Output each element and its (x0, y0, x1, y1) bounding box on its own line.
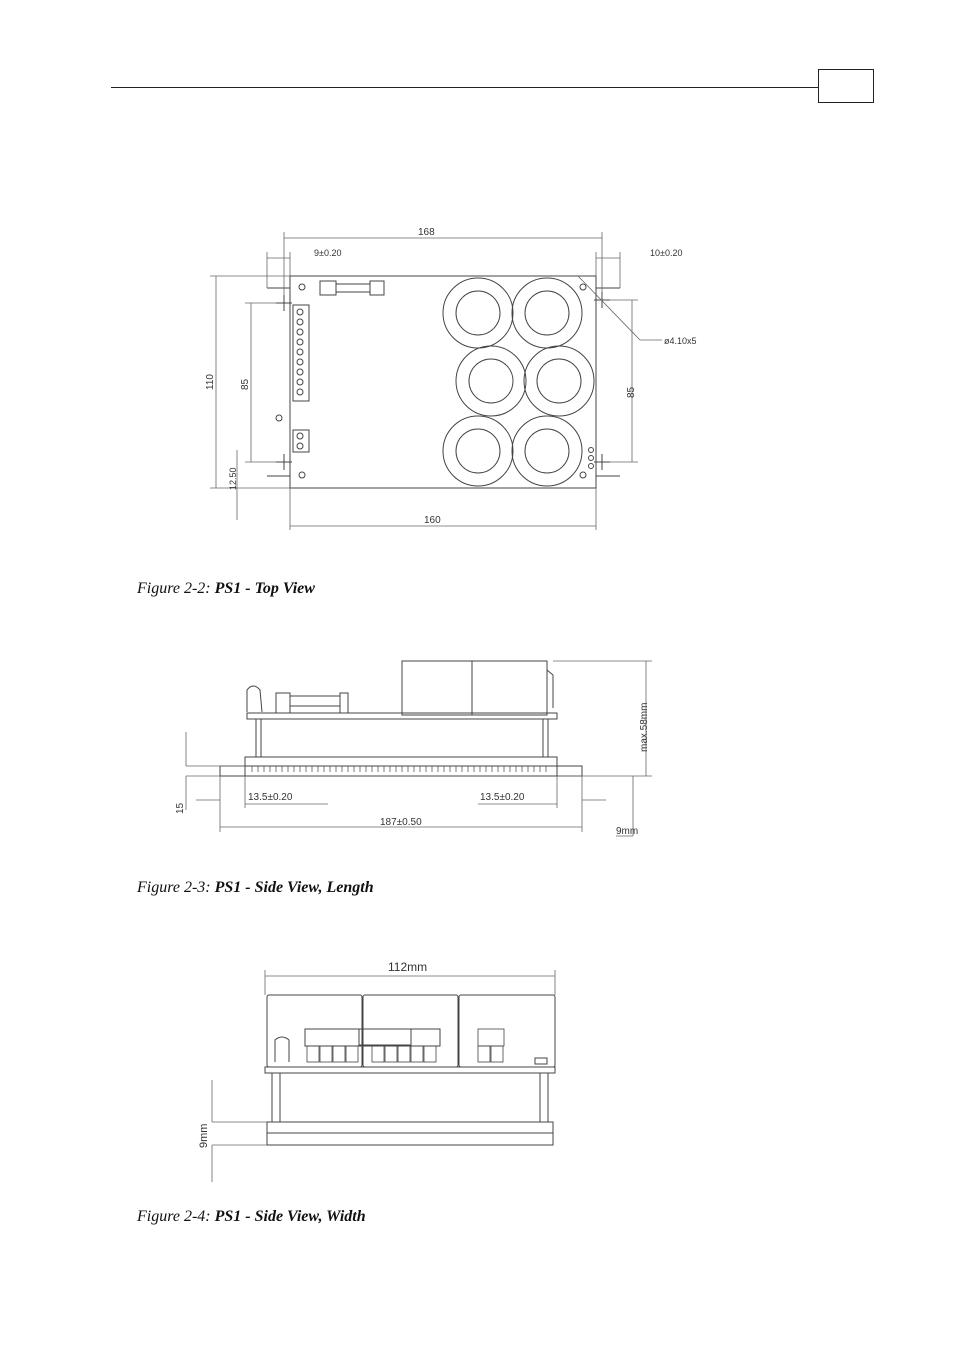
dim-hole-spacing-right: 85 (626, 386, 637, 398)
housing-left (267, 995, 362, 1067)
dim-top-width: 168 (418, 227, 435, 238)
figure-caption-2-2 (137, 580, 315, 598)
pcb-width-side (265, 1067, 555, 1073)
dim-hole-callout: ø4.10x5 (664, 336, 697, 346)
caption-prefix: Figure 2-2: (137, 580, 211, 597)
dim-left-offset: 9±0.20 (314, 248, 342, 258)
terminal-block-main (293, 305, 309, 401)
caption-prefix: Figure 2-3: (137, 879, 211, 896)
caption-title: PS1 - Side View, Length (214, 879, 374, 896)
dim-max-height: max.58mm (639, 702, 650, 752)
dim-thickness: 9mm (198, 1123, 210, 1148)
figure-2-3-drawing (186, 661, 652, 836)
coil-block-left (402, 661, 472, 715)
dim-height: 110 (205, 374, 216, 390)
figure-2-2-drawing (210, 232, 662, 530)
coil-block-right (472, 661, 547, 715)
toroid-coils (443, 278, 594, 486)
figure-caption-2-4 (137, 1208, 366, 1226)
side-width-dimensions (212, 970, 555, 1182)
dim-right-offset: 10±0.20 (650, 248, 683, 258)
housing-right (459, 995, 555, 1067)
dim-right-thickness: 9mm (616, 826, 639, 837)
dim-right-inset: 13.5±0.20 (480, 792, 525, 803)
caption-prefix: Figure 2-4: (137, 1208, 211, 1225)
caption-title: PS1 - Side View, Width (214, 1208, 366, 1225)
terminal-block-small (293, 430, 309, 452)
caption-title: PS1 - Top View (214, 580, 315, 597)
dim-total-length: 187±0.50 (380, 817, 422, 828)
dim-bottom-offset: 12.50 (228, 467, 238, 490)
dim-hole-spacing-left: 85 (240, 378, 251, 390)
dim-width: 112mm (388, 960, 428, 974)
figure-caption-2-3 (137, 879, 374, 897)
fuse (320, 281, 384, 295)
dim-bottom-width: 160 (424, 515, 441, 526)
dim-left-thickness: 15 (175, 802, 186, 814)
figure-2-4-drawing (212, 970, 555, 1182)
dim-left-inset: 13.5±0.20 (248, 792, 293, 803)
